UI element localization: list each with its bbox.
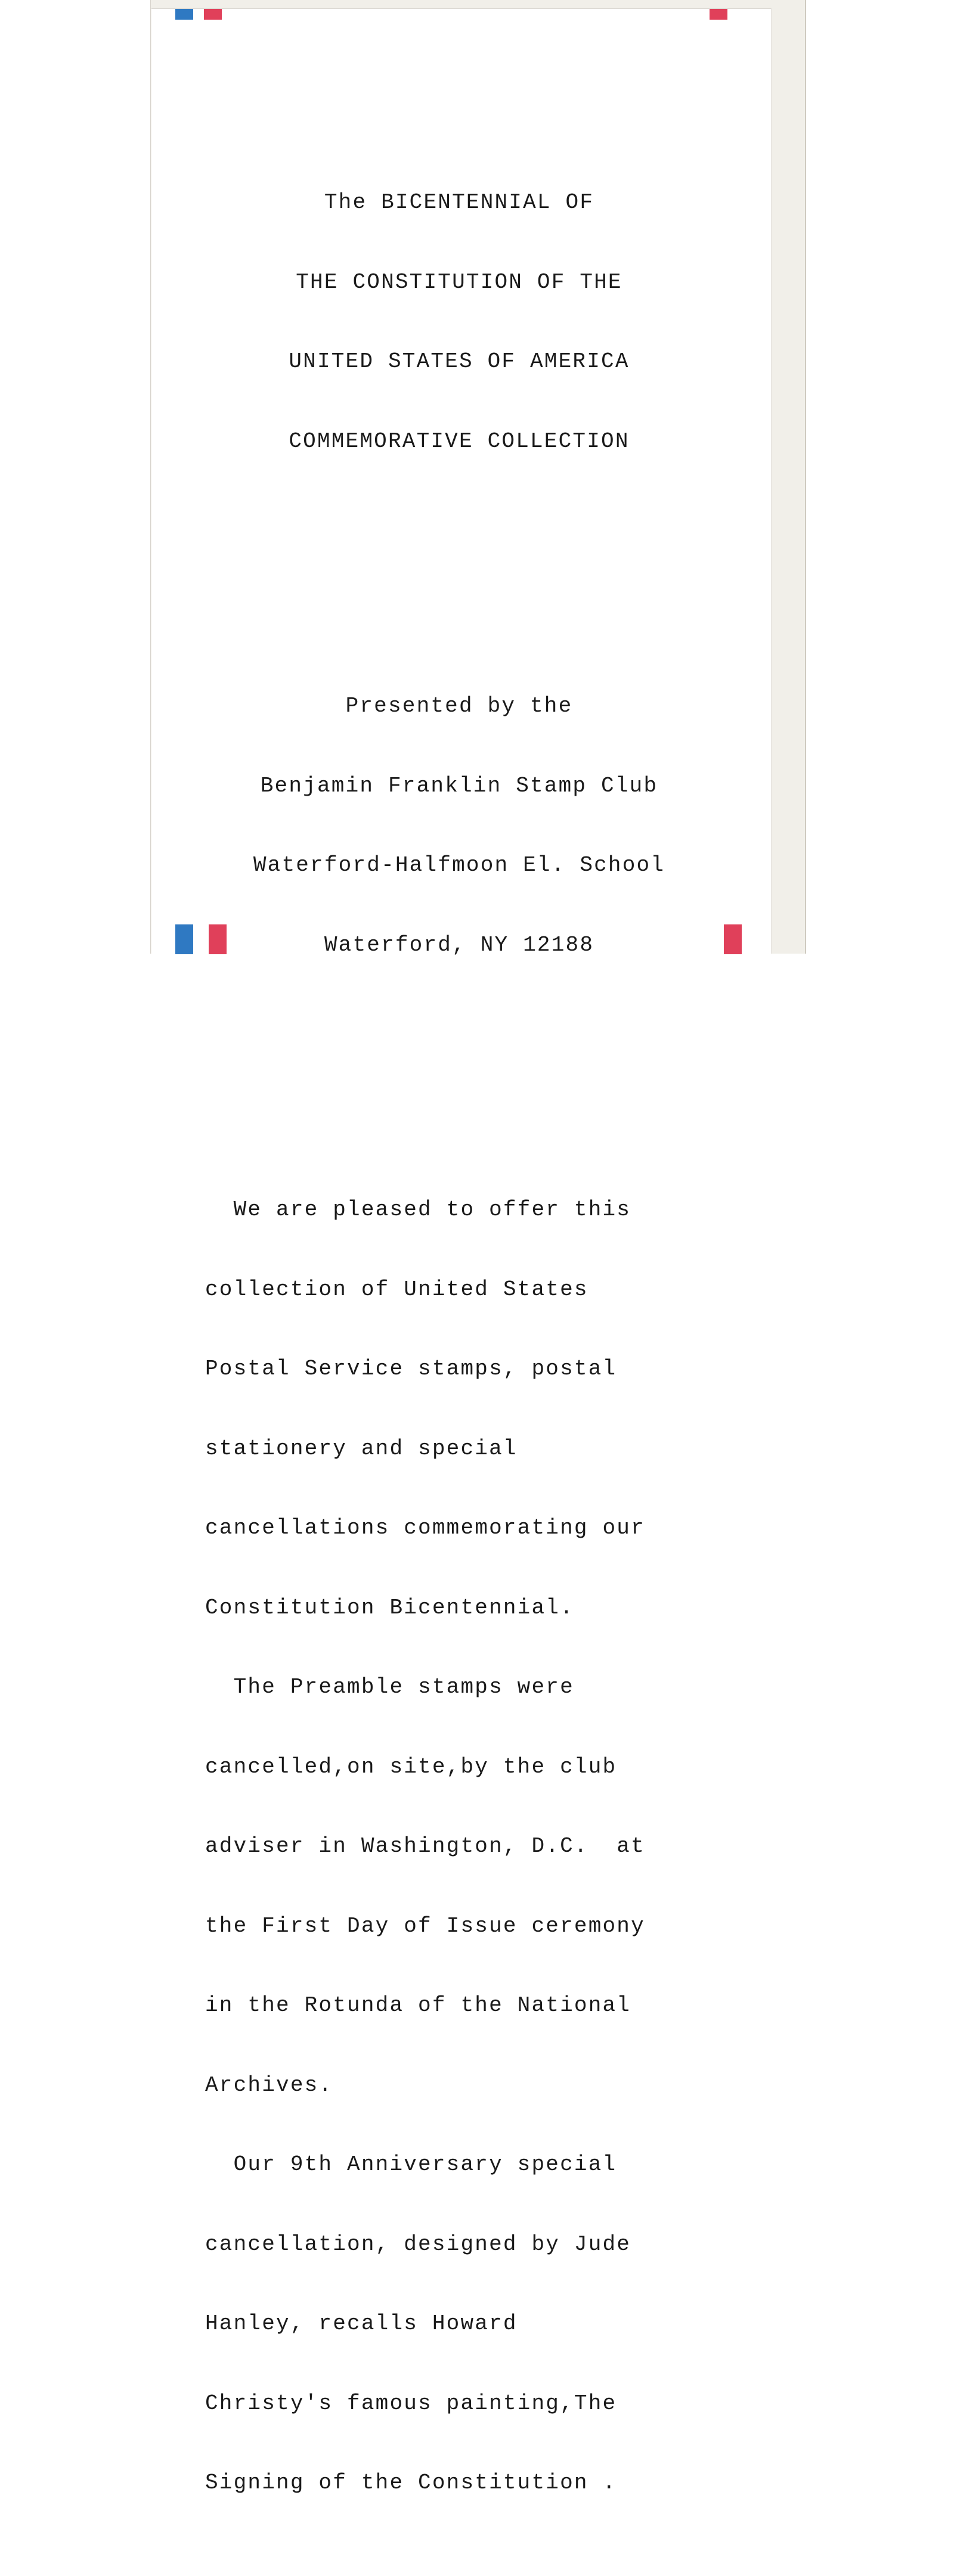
- presenter-line: Waterford, NY 12188: [324, 932, 594, 957]
- body-line: Hanley, recalls Howard: [205, 2311, 518, 2336]
- airmail-stripe-top-left-blue: [175, 9, 193, 20]
- title-block: [179, 136, 739, 508]
- spacer: [179, 1064, 739, 1091]
- document-text: [179, 83, 739, 2576]
- body-line: We are pleased to offer this: [205, 1197, 631, 1222]
- body-line: Constitution Bicentennial.: [205, 1595, 574, 1620]
- body-line: The Preamble stamps were: [205, 1675, 574, 1699]
- body-line: stationery and special: [205, 1436, 518, 1461]
- body-line: in the Rotunda of the National: [205, 1993, 631, 2018]
- body-line: the First Day of Issue ceremony: [205, 1913, 645, 1938]
- body-line: cancelled,on site,by the club: [205, 1754, 617, 1779]
- body-line: Postal Service stamps, postal: [205, 1357, 617, 1381]
- airmail-stripe-top-right-red: [710, 9, 727, 20]
- presenter-block: [179, 640, 739, 1011]
- body-line: adviser in Washington, D.C. at: [205, 1834, 645, 1858]
- title-line: THE CONSTITUTION OF THE: [296, 269, 622, 294]
- presenter-line: Waterford-Halfmoon El. School: [253, 853, 665, 877]
- body-line: Signing of the Constitution .: [205, 2471, 617, 2495]
- body-line: cancellations commemorating our: [205, 1516, 645, 1540]
- title-line: COMMEMORATIVE COLLECTION: [289, 429, 630, 454]
- airmail-stripe-top-left-red: [204, 9, 222, 20]
- presenter-line: Benjamin Franklin Stamp Club: [260, 773, 658, 798]
- body-line: collection of United States: [205, 1277, 588, 1302]
- title-line: The BICENTENNIAL OF: [324, 190, 594, 215]
- title-line: UNITED STATES OF AMERICA: [289, 349, 630, 374]
- presenter-line: Presented by the: [345, 694, 573, 718]
- body-line: cancellation, designed by Jude: [205, 2232, 631, 2257]
- spacer: [179, 561, 739, 587]
- body-line: Archives.: [205, 2072, 333, 2097]
- body-text: [179, 1144, 739, 2550]
- body-line: Christy's famous painting,The: [205, 2391, 617, 2416]
- body-line: Our 9th Anniversary special: [205, 2152, 617, 2177]
